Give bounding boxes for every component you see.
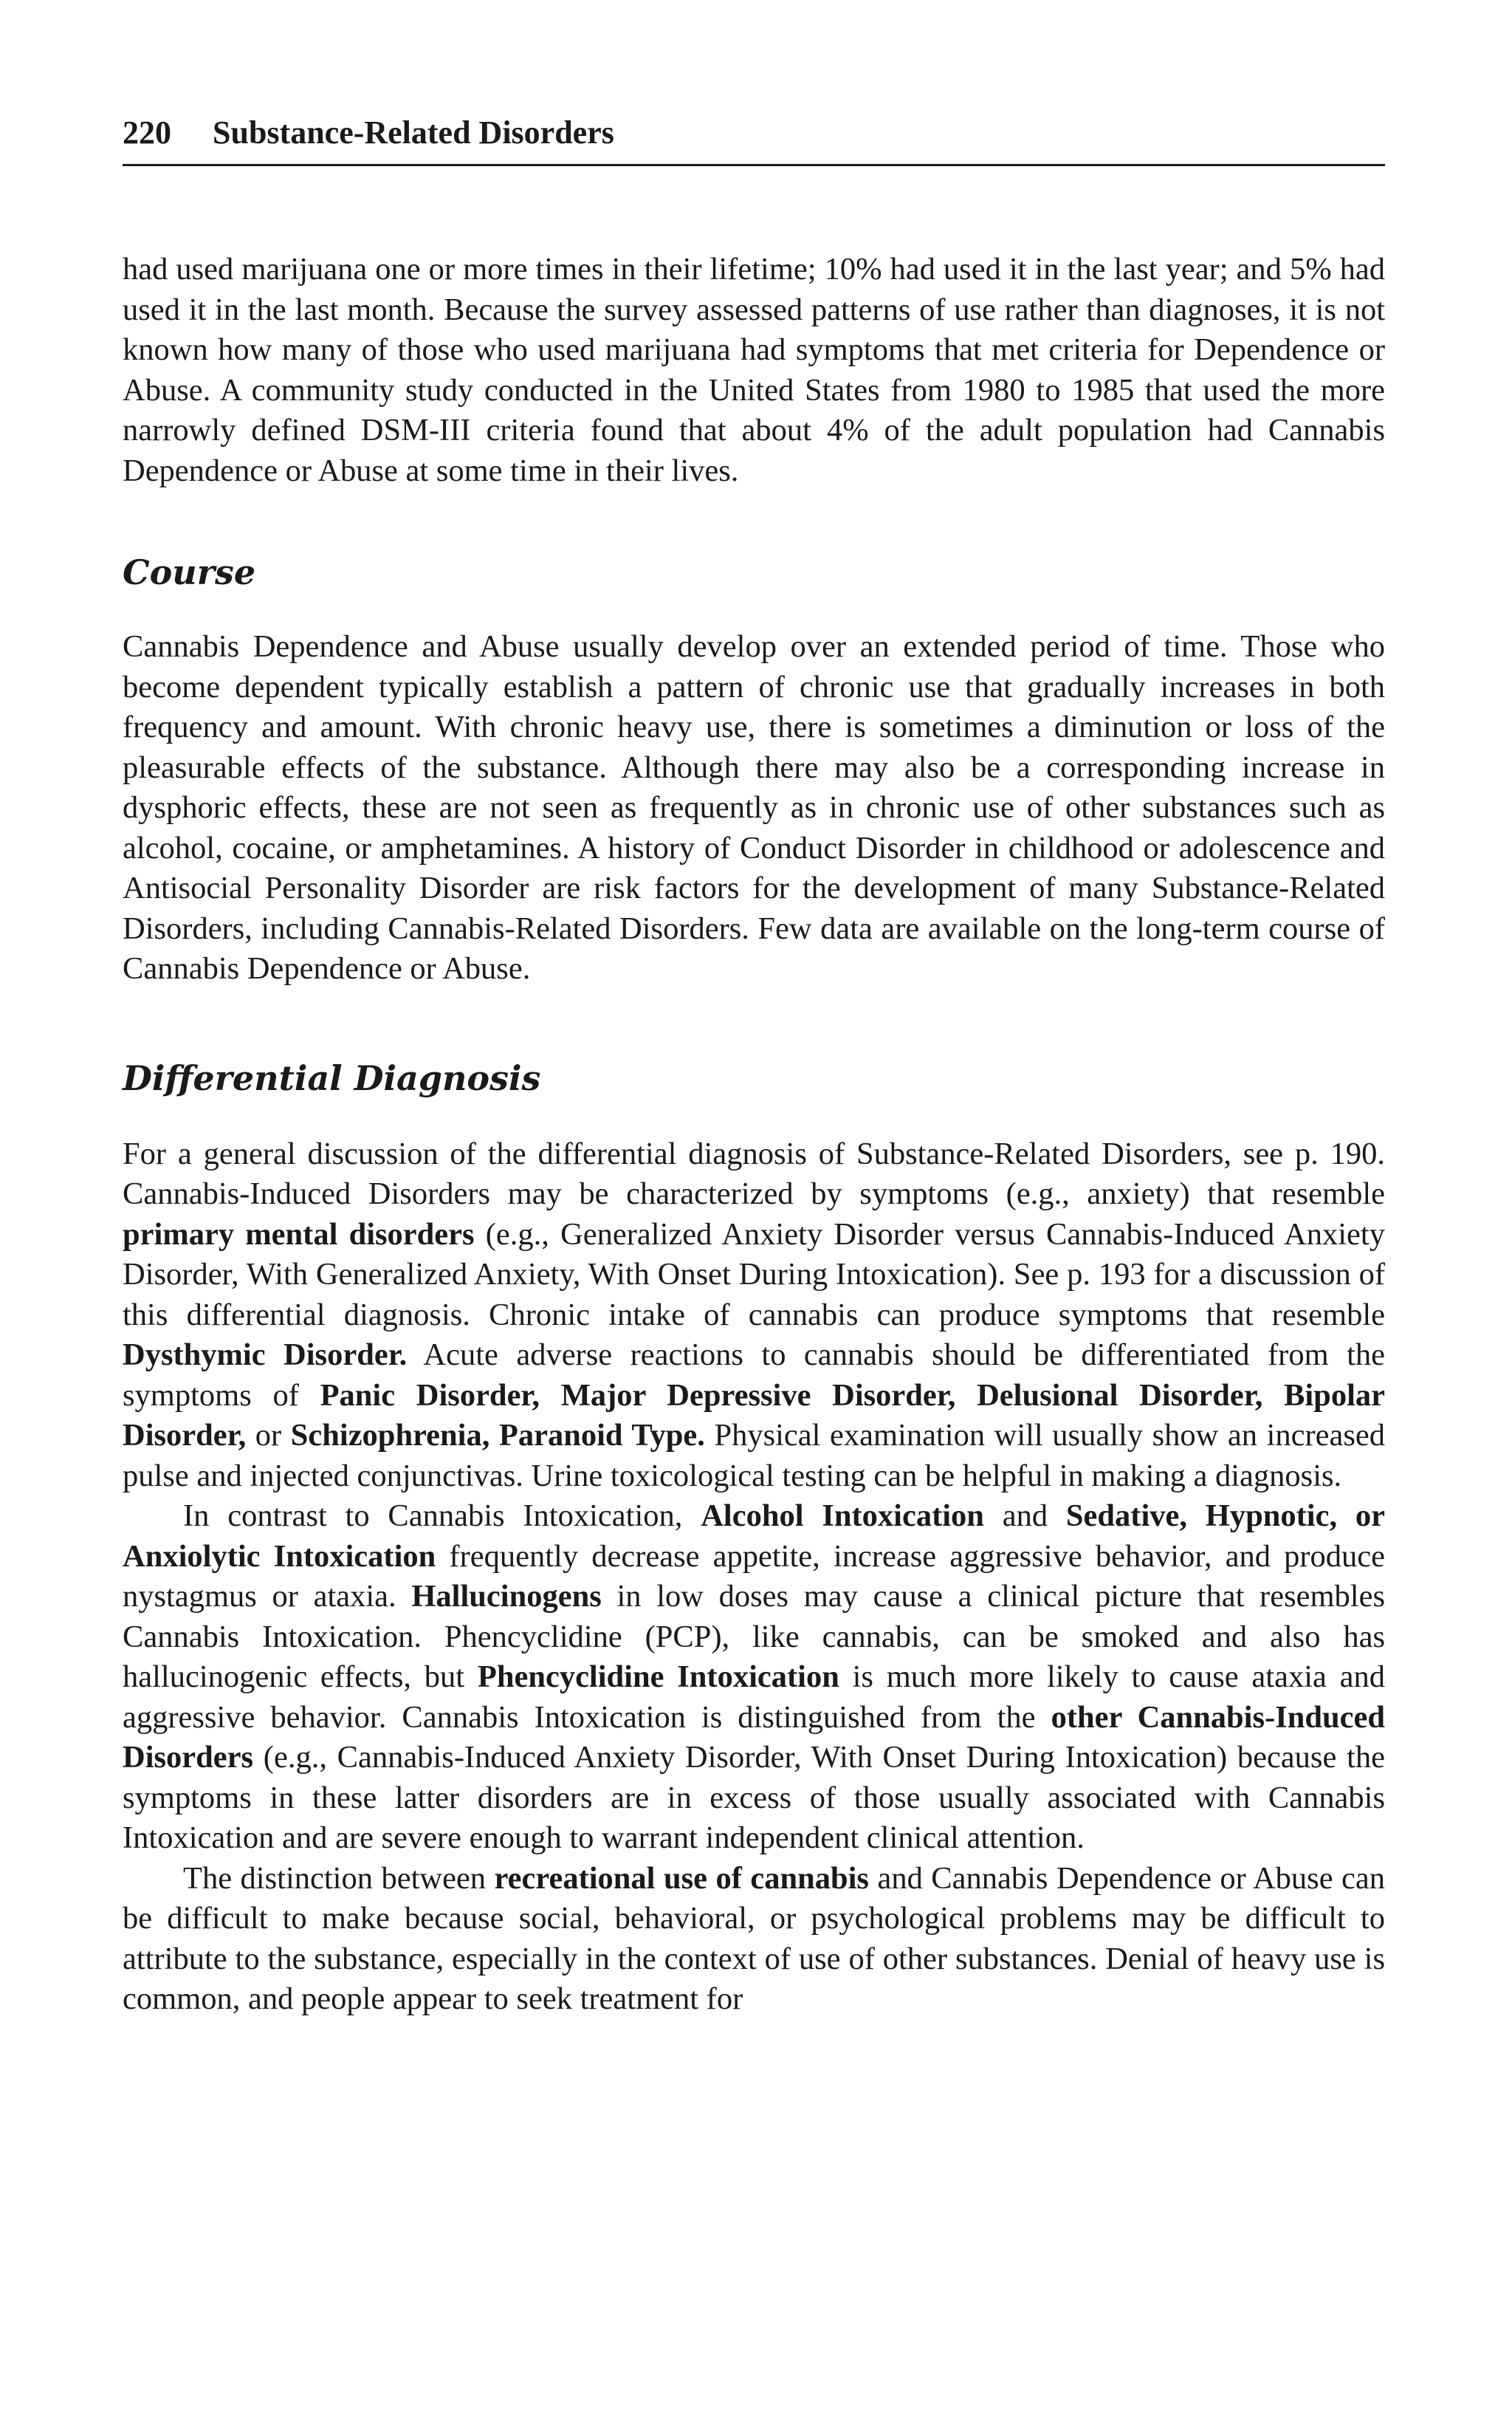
page-number: 220 [123,114,171,151]
text-run: and Cannabis Dependence or Abuse can be difficult to make because social, behavioral, or psychological problems may be difficult to attribute to the substance, especially in the context of use of other substances. Denial of heavy use is common, and people appear to seek treatment for [123,1860,1386,2016]
bold-term: primary mental disorders [123,1216,475,1252]
text-run: frequently decrease appetite, increase aggressive behavior, and produce nystagmus or ataxia. [123,1538,1385,1614]
bold-term: Dysthymic Disorder. [123,1337,408,1372]
course-heading: Course [123,552,256,592]
course-paragraph: Cannabis Dependence and Abuse usually develop over an extended period of time. Those who become dependent typically establish a pattern of chronic use that gradually increases in both frequency and amount. With chronic heavy use, there is sometimes a diminution or loss of the pleasurable effects of the substance. Although there may also be a corresponding increase in dysphoric effects, these are not seen as frequently as in chronic use of other substances such as alcohol, cocaine, or amphetamines. A history of Conduct Disorder in childhood or adolescence and Antisocial Personality Disorder are risk factors for the development of many Substance-Related Disorders, including Cannabis-Related Disorders. Few data are available on the long-term course of Cannabis Dependence or Abuse. [123,629,1385,986]
text-run: or [246,1418,291,1453]
text-run: Acute adverse reactions to cannabis should be differentiated from the symptoms of [123,1337,1385,1413]
body-text [123,250,1385,2020]
bold-term: Sedative, Hypnotic, or Anxiolytic Intoxication [123,1498,1386,1574]
text-run: is much more likely to cause ataxia and aggressive behavior. Cannabis Intoxication is distinguished from the [123,1659,1385,1735]
text-run: The distinction between [183,1860,495,1896]
text-run: Physical examination will usually show an increased pulse and injected conjunctivas. Urine toxicological testing can be helpful in making a diagnosis. [123,1418,1385,1493]
running-head [123,111,1385,155]
bold-term: recreational use of cannabis [494,1860,869,1896]
text-run: (e.g., Generalized Anxiety Disorder versus Cannabis-Induced Anxiety Disorder, With Generalized Anxiety, With Onset During Intoxication). See p. 193 for a discussion of this differential diagnosis. Chronic intake of cannabis can produce symptoms that resemble [123,1216,1385,1332]
intro-paragraph: had used marijuana one or more times in their lifetime; 10% had used it in the last year; and 5% had used it in the last month. Because the survey assessed patterns of use rather than diagnoses, it is not known how many of those who used marijuana had symptoms that met criteria for Dependence or Abuse. A community study conducted in the United States from 1980 to 1985 that used the more narrowly defined DSM-III criteria found that about 4% of the adult population had Cannabis Dependence or Abuse at some time in their lives. [123,252,1385,488]
text-run: (e.g., Cannabis-Induced Anxiety Disorder, With Onset During Intoxication) because the symptoms in these latter disorders are in excess of those usually associated with Cannabis Intoxication and are severe enough to warrant independent clinical attention. [123,1740,1385,1855]
bold-term: Schizophrenia, Paranoid Type. [290,1418,705,1453]
bold-term: Alcohol Intoxication [701,1498,984,1533]
bold-term: Panic Disorder, Major Depressive Disorder, Delusional Disorder, Bipolar Disorder, [123,1377,1385,1453]
differential-paragraph-3 [123,1859,1385,2020]
differential-diagnosis-heading: Differential Diagnosis [123,1058,541,1098]
text-run: In contrast to Cannabis Intoxication, [183,1498,701,1533]
bold-term: Hallucinogens [411,1579,602,1614]
text-run: For a general discussion of the differential diagnosis of Substance-Related Disorders, see p. 190. Cannabis-Induced Disorders may be characterized by symptoms (e.g., anxiety) that resemble [123,1136,1385,1211]
bold-term: other Cannabis-Induced Disorders [123,1699,1385,1775]
text-run: and [983,1498,1066,1533]
header-rule [123,164,1385,166]
differential-paragraph-2 [123,1496,1385,1859]
text-run: in low doses may cause a clinical picture that resembles Cannabis Intoxication. Phencyclidine (PCP), like cannabis, can be smoked and also has hallucinogenic effects, but [123,1579,1385,1694]
differential-paragraph-1 [123,1134,1385,1497]
running-title: Substance-Related Disorders [213,114,614,151]
bold-term: Phencyclidine Intoxication [477,1659,839,1694]
